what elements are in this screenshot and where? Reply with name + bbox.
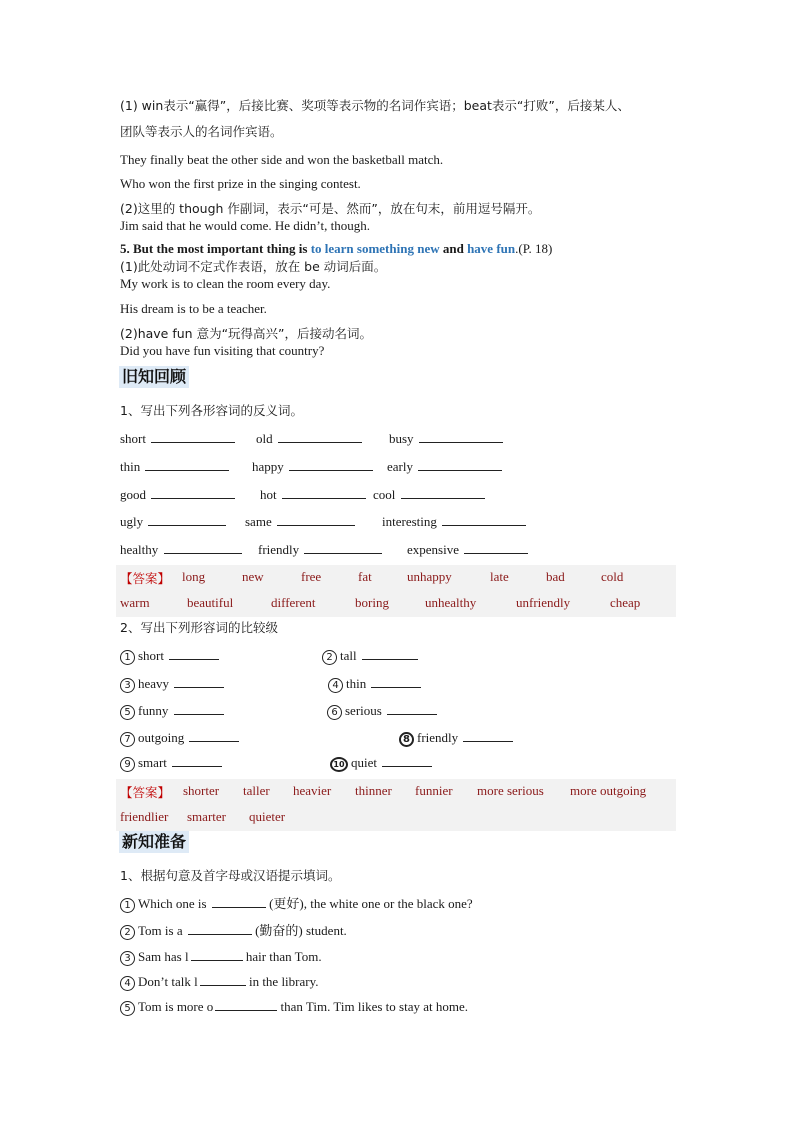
antonym-item: ugly: [120, 513, 226, 530]
comparative-item: 3 heavy: [120, 675, 224, 693]
example-work: My work is to clean the room every day.: [120, 276, 331, 291]
antonym-item: friendly: [258, 541, 382, 558]
comparative-item: 2 tall: [322, 647, 418, 665]
answer-box-comparatives: [116, 779, 676, 831]
comparative-item: 6 serious: [327, 702, 437, 720]
answer-row: [116, 591, 676, 617]
fill-in-item: 1 Which one is (更好), the white one or the black one?: [120, 895, 473, 913]
answer-item: heavier: [293, 783, 332, 798]
answer-item: warm: [120, 595, 150, 610]
note-line-1: (1) win表示“赢得”，后接比赛、奖项等表示物的名词作宾语；beat表示“打败”，后接某人、: [120, 98, 630, 113]
answer-item: new: [242, 569, 264, 584]
answer-item: late: [490, 569, 509, 584]
answer-row: [116, 805, 676, 831]
section-preview-title: 新知准备: [119, 831, 189, 853]
answer-tag: 【答案】: [120, 785, 171, 800]
comparative-item: 1 short: [120, 647, 219, 665]
answer-item: free: [301, 569, 322, 584]
answer-item: more outgoing: [570, 783, 647, 798]
note-though: (2)这里的 though 作副词，表示“可是、然而”，放在句末，前用逗号隔开。: [120, 201, 541, 216]
comparative-item: 4 thin: [328, 675, 421, 693]
comparative-item: 7 outgoing: [120, 729, 239, 747]
answer-item: funnier: [415, 783, 453, 798]
comparative-item: 8 friendly: [399, 729, 513, 747]
point-5-keyword-1: to learn something new: [310, 241, 440, 256]
q1-fill-instruction: 1、根据句意及首字母或汉语提示填词。: [120, 868, 341, 883]
point-5-and: and: [439, 241, 468, 256]
answer-item: beautiful: [187, 595, 234, 610]
note-infinitive: (1)此处动词不定式作表语，放在 be 动词后面。: [120, 259, 387, 274]
antonym-item: healthy: [120, 541, 242, 558]
answer-item: long: [182, 569, 206, 584]
antonym-item: short: [120, 430, 235, 447]
answer-box-antonyms: [116, 565, 676, 617]
antonym-item: expensive: [407, 541, 528, 558]
example-beat: They finally beat the other side and won the basketball match.: [120, 152, 444, 167]
antonym-item: hot: [260, 486, 366, 503]
example-have-fun: Did you have fun visiting that country?: [120, 343, 325, 358]
antonym-item: happy: [252, 458, 373, 475]
answer-item: quieter: [249, 809, 286, 824]
fill-in-item: 4 Don’t talk l in the library.: [120, 973, 319, 991]
antonym-item: interesting: [382, 513, 526, 530]
answer-item: shorter: [183, 783, 220, 798]
antonym-item: old: [256, 430, 362, 447]
point-5-keyword-2: have fun: [467, 241, 516, 256]
comparative-item: 10 quiet: [330, 754, 432, 772]
answer-row: [116, 779, 676, 805]
fill-in-item: 3 Sam has l hair than Tom.: [120, 948, 322, 966]
point-5-page-ref: .(P. 18): [515, 241, 553, 256]
antonym-item: busy: [389, 430, 503, 447]
antonym-item: same: [245, 513, 355, 530]
point-5-heading: [120, 241, 552, 257]
q1-antonyms-instruction: 1、写出下列各形容词的反义词。: [120, 403, 303, 418]
answer-item: fat: [358, 569, 372, 584]
example-won: Who won the first prize in the singing contest.: [120, 176, 361, 191]
answer-item: more serious: [477, 783, 544, 798]
answer-item: taller: [243, 783, 270, 798]
comparative-item: 9 smart: [120, 754, 222, 772]
answer-item: cheap: [610, 595, 641, 610]
answer-item: different: [271, 595, 316, 610]
answer-item: boring: [355, 595, 389, 610]
point-5-text: 5. But the most important thing is: [120, 241, 311, 256]
antonym-item: good: [120, 486, 235, 503]
answer-tag: 【答案】: [120, 571, 171, 586]
answer-item: unhealthy: [425, 595, 477, 610]
antonym-item: early: [387, 458, 502, 475]
comparative-item: 5 funny: [120, 702, 224, 720]
q2-comparatives-instruction: 2、写出下列形容词的比较级: [120, 620, 278, 635]
fill-in-item: 2 Tom is a (勤奋的) student.: [120, 922, 347, 940]
example-though: Jim said that he would come. He didn’t, though.: [120, 218, 370, 233]
answer-item: unhappy: [407, 569, 452, 584]
answer-item: smarter: [187, 809, 226, 824]
note-have-fun: (2)have fun 意为“玩得高兴”，后接动名词。: [120, 326, 373, 341]
answer-item: bad: [546, 569, 565, 584]
antonym-item: thin: [120, 458, 229, 475]
antonym-item: cool: [373, 486, 485, 503]
fill-in-item: 5 Tom is more o than Tim. Tim likes to stay at home.: [120, 998, 468, 1016]
example-dream: His dream is to be a teacher.: [120, 301, 267, 316]
answer-item: cold: [601, 569, 624, 584]
note-line-2: 团队等表示人的名词作宾语。: [120, 124, 283, 139]
answer-item: unfriendly: [516, 595, 571, 610]
answer-item: friendlier: [120, 809, 169, 824]
answer-row: [116, 565, 676, 591]
section-review-title: 旧知回顾: [119, 366, 189, 388]
answer-item: thinner: [355, 783, 392, 798]
